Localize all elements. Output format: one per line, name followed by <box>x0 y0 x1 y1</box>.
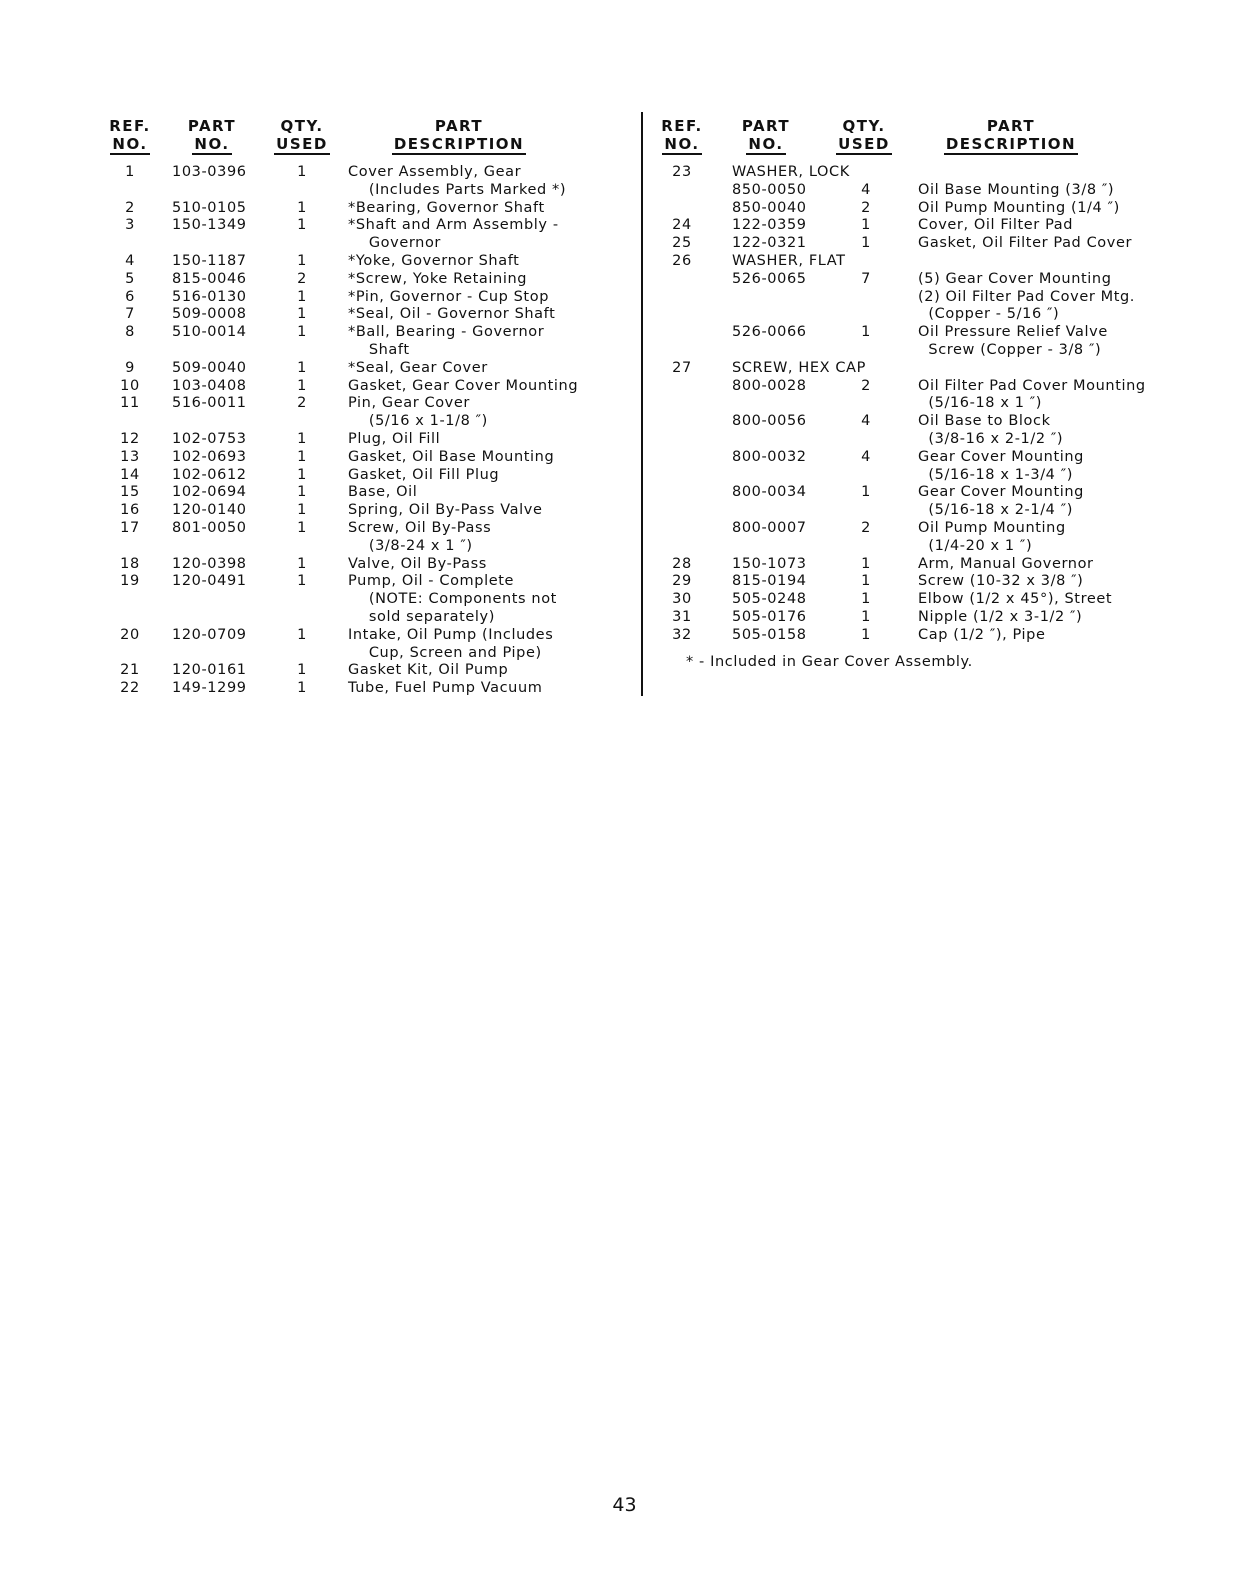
ref-number: 7 <box>125 306 135 323</box>
table-row <box>654 378 1194 396</box>
part-number: 516-0130 <box>172 288 247 305</box>
part-description: *Bearing, Governor Shaft <box>348 199 545 216</box>
part-description: Spring, Oil By-Pass Valve <box>348 502 543 519</box>
table-row <box>654 413 1194 431</box>
table-row <box>104 502 604 520</box>
part-description: Elbow (1/2 x 45°), Street <box>918 591 1113 608</box>
part-description: *Pin, Governor - Cup Stop <box>348 288 549 305</box>
table-row <box>654 556 1194 574</box>
ref-number: 18 <box>120 555 140 572</box>
quantity: 1 <box>861 555 871 572</box>
table-row <box>104 217 604 235</box>
part-description: Cover Assembly, Gear <box>348 164 522 180</box>
table-row <box>654 235 1194 253</box>
table-row <box>654 164 1194 182</box>
table-row <box>104 289 604 307</box>
ref-number: 31 <box>672 608 692 625</box>
quantity: 1 <box>297 217 307 234</box>
ref-number: 28 <box>672 555 692 572</box>
part-description: Tube, Fuel Pump Vacuum <box>348 680 543 697</box>
header-ref: REF. NO. <box>109 117 151 153</box>
part-number: 800-0056 <box>732 413 807 430</box>
part-number: 800-0034 <box>732 484 807 501</box>
part-description: (NOTE: Components not <box>348 591 557 608</box>
part-description: (5/16-18 x 1-3/4 ″) <box>918 466 1073 483</box>
table-body-left <box>104 164 604 698</box>
header-qty: QTY. USED <box>838 117 890 153</box>
ref-number: 5 <box>125 270 135 287</box>
ref-number: 21 <box>120 662 140 679</box>
part-description: (3/8-16 x 2-1/2 ″) <box>918 430 1064 447</box>
table-row <box>104 395 604 413</box>
part-description: Gear Cover Mounting <box>918 448 1084 465</box>
part-number: 120-0161 <box>172 662 247 679</box>
part-number: 120-0140 <box>172 502 247 519</box>
ref-number: 27 <box>672 359 692 376</box>
part-number: 815-0046 <box>172 270 247 287</box>
quantity: 4 <box>861 413 871 430</box>
part-description: sold separately) <box>348 608 495 625</box>
quantity: 4 <box>861 448 871 465</box>
table-row <box>104 467 604 485</box>
quantity: 1 <box>297 288 307 305</box>
part-number: 102-0753 <box>172 430 247 447</box>
table-row <box>654 289 1194 307</box>
part-number: 526-0065 <box>732 270 807 287</box>
parts-table-right <box>654 112 1194 645</box>
ref-number: 8 <box>125 324 135 341</box>
ref-number: 25 <box>672 235 692 252</box>
part-description: Gasket, Gear Cover Mounting <box>348 377 579 394</box>
table-row <box>654 467 1194 485</box>
table-row <box>654 253 1194 271</box>
table-row <box>654 609 1194 627</box>
table-row <box>104 235 604 253</box>
table-row <box>104 680 604 698</box>
table-row <box>104 182 604 200</box>
table-row <box>654 395 1194 413</box>
part-number: 850-0050 <box>732 181 807 198</box>
quantity: 1 <box>297 377 307 394</box>
ref-number: 19 <box>120 573 140 590</box>
table-row <box>104 253 604 271</box>
quantity: 1 <box>297 448 307 465</box>
quantity: 1 <box>297 573 307 590</box>
part-number: 510-0105 <box>172 199 247 216</box>
part-description: Gasket Kit, Oil Pump <box>348 662 509 679</box>
part-description: Pump, Oil - Complete <box>348 573 515 590</box>
part-number: 516-0011 <box>172 395 247 412</box>
ref-number: 6 <box>125 288 135 305</box>
ref-number: 3 <box>125 217 135 234</box>
ref-number: 17 <box>120 519 140 536</box>
table-row <box>104 556 604 574</box>
part-number: 505-0158 <box>732 626 807 643</box>
part-description: *Yoke, Governor Shaft <box>348 252 520 269</box>
part-number: 509-0008 <box>172 306 247 323</box>
quantity: 4 <box>861 181 871 198</box>
quantity: 1 <box>297 252 307 269</box>
part-description: Oil Base Mounting (3/8 ″) <box>918 181 1115 198</box>
column-divider <box>641 112 643 696</box>
quantity: 1 <box>297 466 307 483</box>
quantity: 1 <box>861 573 871 590</box>
quantity: 1 <box>297 484 307 501</box>
part-description: Pin, Gear Cover <box>348 395 470 412</box>
quantity: 1 <box>297 626 307 643</box>
part-description: Oil Base to Block <box>918 413 1051 430</box>
part-number: 800-0028 <box>732 377 807 394</box>
part-description: (3/8-24 x 1 ″) <box>348 537 473 554</box>
table-row <box>104 449 604 467</box>
part-description: Base, Oil <box>348 484 418 501</box>
part-description: *Screw, Yoke Retaining <box>348 270 528 287</box>
quantity: 1 <box>297 662 307 679</box>
part-number: 150-1073 <box>732 555 807 572</box>
ref-number: 9 <box>125 359 135 376</box>
table-row <box>104 573 604 591</box>
quantity: 1 <box>297 430 307 447</box>
part-description: (1/4-20 x 1 ″) <box>918 537 1033 554</box>
ref-number: 1 <box>125 164 135 180</box>
part-description: Oil Pump Mounting <box>918 519 1066 536</box>
quantity: 1 <box>861 324 871 341</box>
part-number: 102-0694 <box>172 484 247 501</box>
table-row <box>104 360 604 378</box>
part-number: 510-0014 <box>172 324 247 341</box>
quantity: 1 <box>297 502 307 519</box>
part-description: *Seal, Oil - Governor Shaft <box>348 306 556 323</box>
table-row <box>654 484 1194 502</box>
header-ref: REF. NO. <box>661 117 703 153</box>
quantity: 2 <box>861 519 871 536</box>
table-header-left <box>104 112 604 164</box>
quantity: 1 <box>297 359 307 376</box>
part-number: SCREW, HEX CAP <box>732 359 866 376</box>
part-description: Screw (Copper - 3/8 ″) <box>918 341 1102 358</box>
part-number: 815-0194 <box>732 573 807 590</box>
part-description: (5) Gear Cover Mounting <box>918 270 1112 287</box>
part-description: (Includes Parts Marked *) <box>348 181 567 198</box>
part-description: *Ball, Bearing - Governor <box>348 324 545 341</box>
header-description: PART DESCRIPTION <box>945 117 1077 153</box>
part-description: Shaft <box>348 341 410 358</box>
table-row <box>104 538 604 556</box>
ref-number: 11 <box>120 395 140 412</box>
table-row <box>104 378 604 396</box>
part-number: 801-0050 <box>172 519 247 536</box>
table-row <box>654 502 1194 520</box>
part-number: 102-0693 <box>172 448 247 465</box>
table-row <box>654 342 1194 360</box>
part-number: 103-0396 <box>172 164 247 180</box>
part-description: (5/16 x 1-1/8 ″) <box>348 413 488 430</box>
part-description: *Seal, Gear Cover <box>348 359 488 376</box>
part-number: 103-0408 <box>172 377 247 394</box>
ref-number: 23 <box>672 164 692 180</box>
part-number: 509-0040 <box>172 359 247 376</box>
ref-number: 20 <box>120 626 140 643</box>
quantity: 1 <box>861 608 871 625</box>
part-number: 149-1299 <box>172 680 247 697</box>
ref-number: 30 <box>672 591 692 608</box>
part-description: (Copper - 5/16 ″) <box>918 306 1060 323</box>
quantity: 1 <box>297 324 307 341</box>
ref-number: 15 <box>120 484 140 501</box>
ref-number: 10 <box>120 377 140 394</box>
table-row <box>104 520 604 538</box>
quantity: 7 <box>861 270 871 287</box>
quantity: 2 <box>861 377 871 394</box>
part-number: 122-0359 <box>732 217 807 234</box>
part-number: 102-0612 <box>172 466 247 483</box>
part-number: 800-0007 <box>732 519 807 536</box>
table-row <box>654 431 1194 449</box>
part-description: Gasket, Oil Filter Pad Cover <box>918 235 1133 252</box>
quantity: 1 <box>861 235 871 252</box>
page-number: 43 <box>612 1494 637 1516</box>
part-number: WASHER, FLAT <box>732 252 846 269</box>
table-row <box>654 449 1194 467</box>
ref-number: 29 <box>672 573 692 590</box>
header-part-no: PART NO. <box>187 117 237 153</box>
part-description: Plug, Oil Fill <box>348 430 441 447</box>
part-description: *Shaft and Arm Assembly - <box>348 217 559 234</box>
table-row <box>104 662 604 680</box>
table-row <box>104 645 604 663</box>
table-row <box>104 591 604 609</box>
part-description: Nipple (1/2 x 3-1/2 ″) <box>918 608 1083 625</box>
part-description: Oil Pressure Relief Valve <box>918 324 1108 341</box>
table-row <box>104 484 604 502</box>
table-row <box>654 627 1194 645</box>
table-row <box>654 573 1194 591</box>
part-description: Cover, Oil Filter Pad <box>918 217 1074 234</box>
quantity: 1 <box>861 217 871 234</box>
table-row <box>104 200 604 218</box>
quantity: 1 <box>297 519 307 536</box>
table-row <box>654 271 1194 289</box>
part-description: Screw, Oil By-Pass <box>348 519 492 536</box>
table-row <box>104 271 604 289</box>
quantity: 1 <box>861 484 871 501</box>
part-description: Cap (1/2 ″), Pipe <box>918 626 1046 643</box>
part-description: Gear Cover Mounting <box>918 484 1084 501</box>
part-description: Governor <box>348 235 441 252</box>
quantity: 1 <box>297 555 307 572</box>
ref-number: 4 <box>125 252 135 269</box>
part-number: 120-0491 <box>172 573 247 590</box>
table-row <box>104 342 604 360</box>
quantity: 2 <box>861 199 871 216</box>
part-description: Intake, Oil Pump (Includes <box>348 626 554 643</box>
parts-table-left <box>104 112 604 698</box>
table-row <box>104 431 604 449</box>
table-body-right <box>654 164 1194 645</box>
ref-number: 13 <box>120 448 140 465</box>
part-description: (2) Oil Filter Pad Cover Mtg. <box>918 288 1136 305</box>
ref-number: 24 <box>672 217 692 234</box>
table-row <box>104 609 604 627</box>
table-row <box>654 360 1194 378</box>
table-row <box>104 413 604 431</box>
quantity: 2 <box>297 270 307 287</box>
part-number: 505-0248 <box>732 591 807 608</box>
part-number: 800-0032 <box>732 448 807 465</box>
part-description: Gasket, Oil Fill Plug <box>348 466 500 483</box>
quantity: 1 <box>297 199 307 216</box>
part-number: 150-1349 <box>172 217 247 234</box>
header-part-no: PART NO. <box>741 117 791 153</box>
part-number: 150-1187 <box>172 252 247 269</box>
table-row <box>654 306 1194 324</box>
ref-number: 22 <box>120 680 140 697</box>
table-row <box>104 164 604 182</box>
quantity: 2 <box>297 395 307 412</box>
ref-number: 16 <box>120 502 140 519</box>
ref-number: 32 <box>672 626 692 643</box>
table-row <box>654 520 1194 538</box>
part-description: Gasket, Oil Base Mounting <box>348 448 555 465</box>
part-number: 850-0040 <box>732 199 807 216</box>
table-row <box>654 591 1194 609</box>
ref-number: 14 <box>120 466 140 483</box>
table-row <box>654 182 1194 200</box>
part-number: 120-0709 <box>172 626 247 643</box>
ref-number: 26 <box>672 252 692 269</box>
part-number: 505-0176 <box>732 608 807 625</box>
part-description: Arm, Manual Governor <box>918 555 1094 572</box>
part-number: 122-0321 <box>732 235 807 252</box>
table-row <box>104 627 604 645</box>
table-row <box>654 200 1194 218</box>
part-description: (5/16-18 x 1 ″) <box>918 395 1043 412</box>
part-description: Valve, Oil By-Pass <box>348 555 487 572</box>
quantity: 1 <box>297 306 307 323</box>
table-row <box>654 217 1194 235</box>
part-number: 526-0066 <box>732 324 807 341</box>
header-qty: QTY. USED <box>276 117 328 153</box>
table-row <box>104 324 604 342</box>
quantity: 1 <box>861 626 871 643</box>
ref-number: 2 <box>125 199 135 216</box>
part-description: (5/16-18 x 2-1/4 ″) <box>918 502 1073 519</box>
header-description: PART DESCRIPTION <box>393 117 525 153</box>
ref-number: 12 <box>120 430 140 447</box>
part-number: WASHER, LOCK <box>732 164 850 180</box>
part-number: 120-0398 <box>172 555 247 572</box>
quantity: 1 <box>297 680 307 697</box>
quantity: 1 <box>297 164 307 180</box>
table-header-right <box>654 112 1194 164</box>
part-description: Screw (10-32 x 3/8 ″) <box>918 573 1084 590</box>
table-row <box>104 306 604 324</box>
part-description: Oil Pump Mounting (1/4 ″) <box>918 199 1120 216</box>
footnote: * - Included in Gear Cover Assembly. <box>686 654 973 670</box>
quantity: 1 <box>861 591 871 608</box>
part-description: Oil Filter Pad Cover Mounting <box>918 377 1146 394</box>
table-row <box>654 324 1194 342</box>
part-description: Cup, Screen and Pipe) <box>348 644 542 661</box>
table-row <box>654 538 1194 556</box>
